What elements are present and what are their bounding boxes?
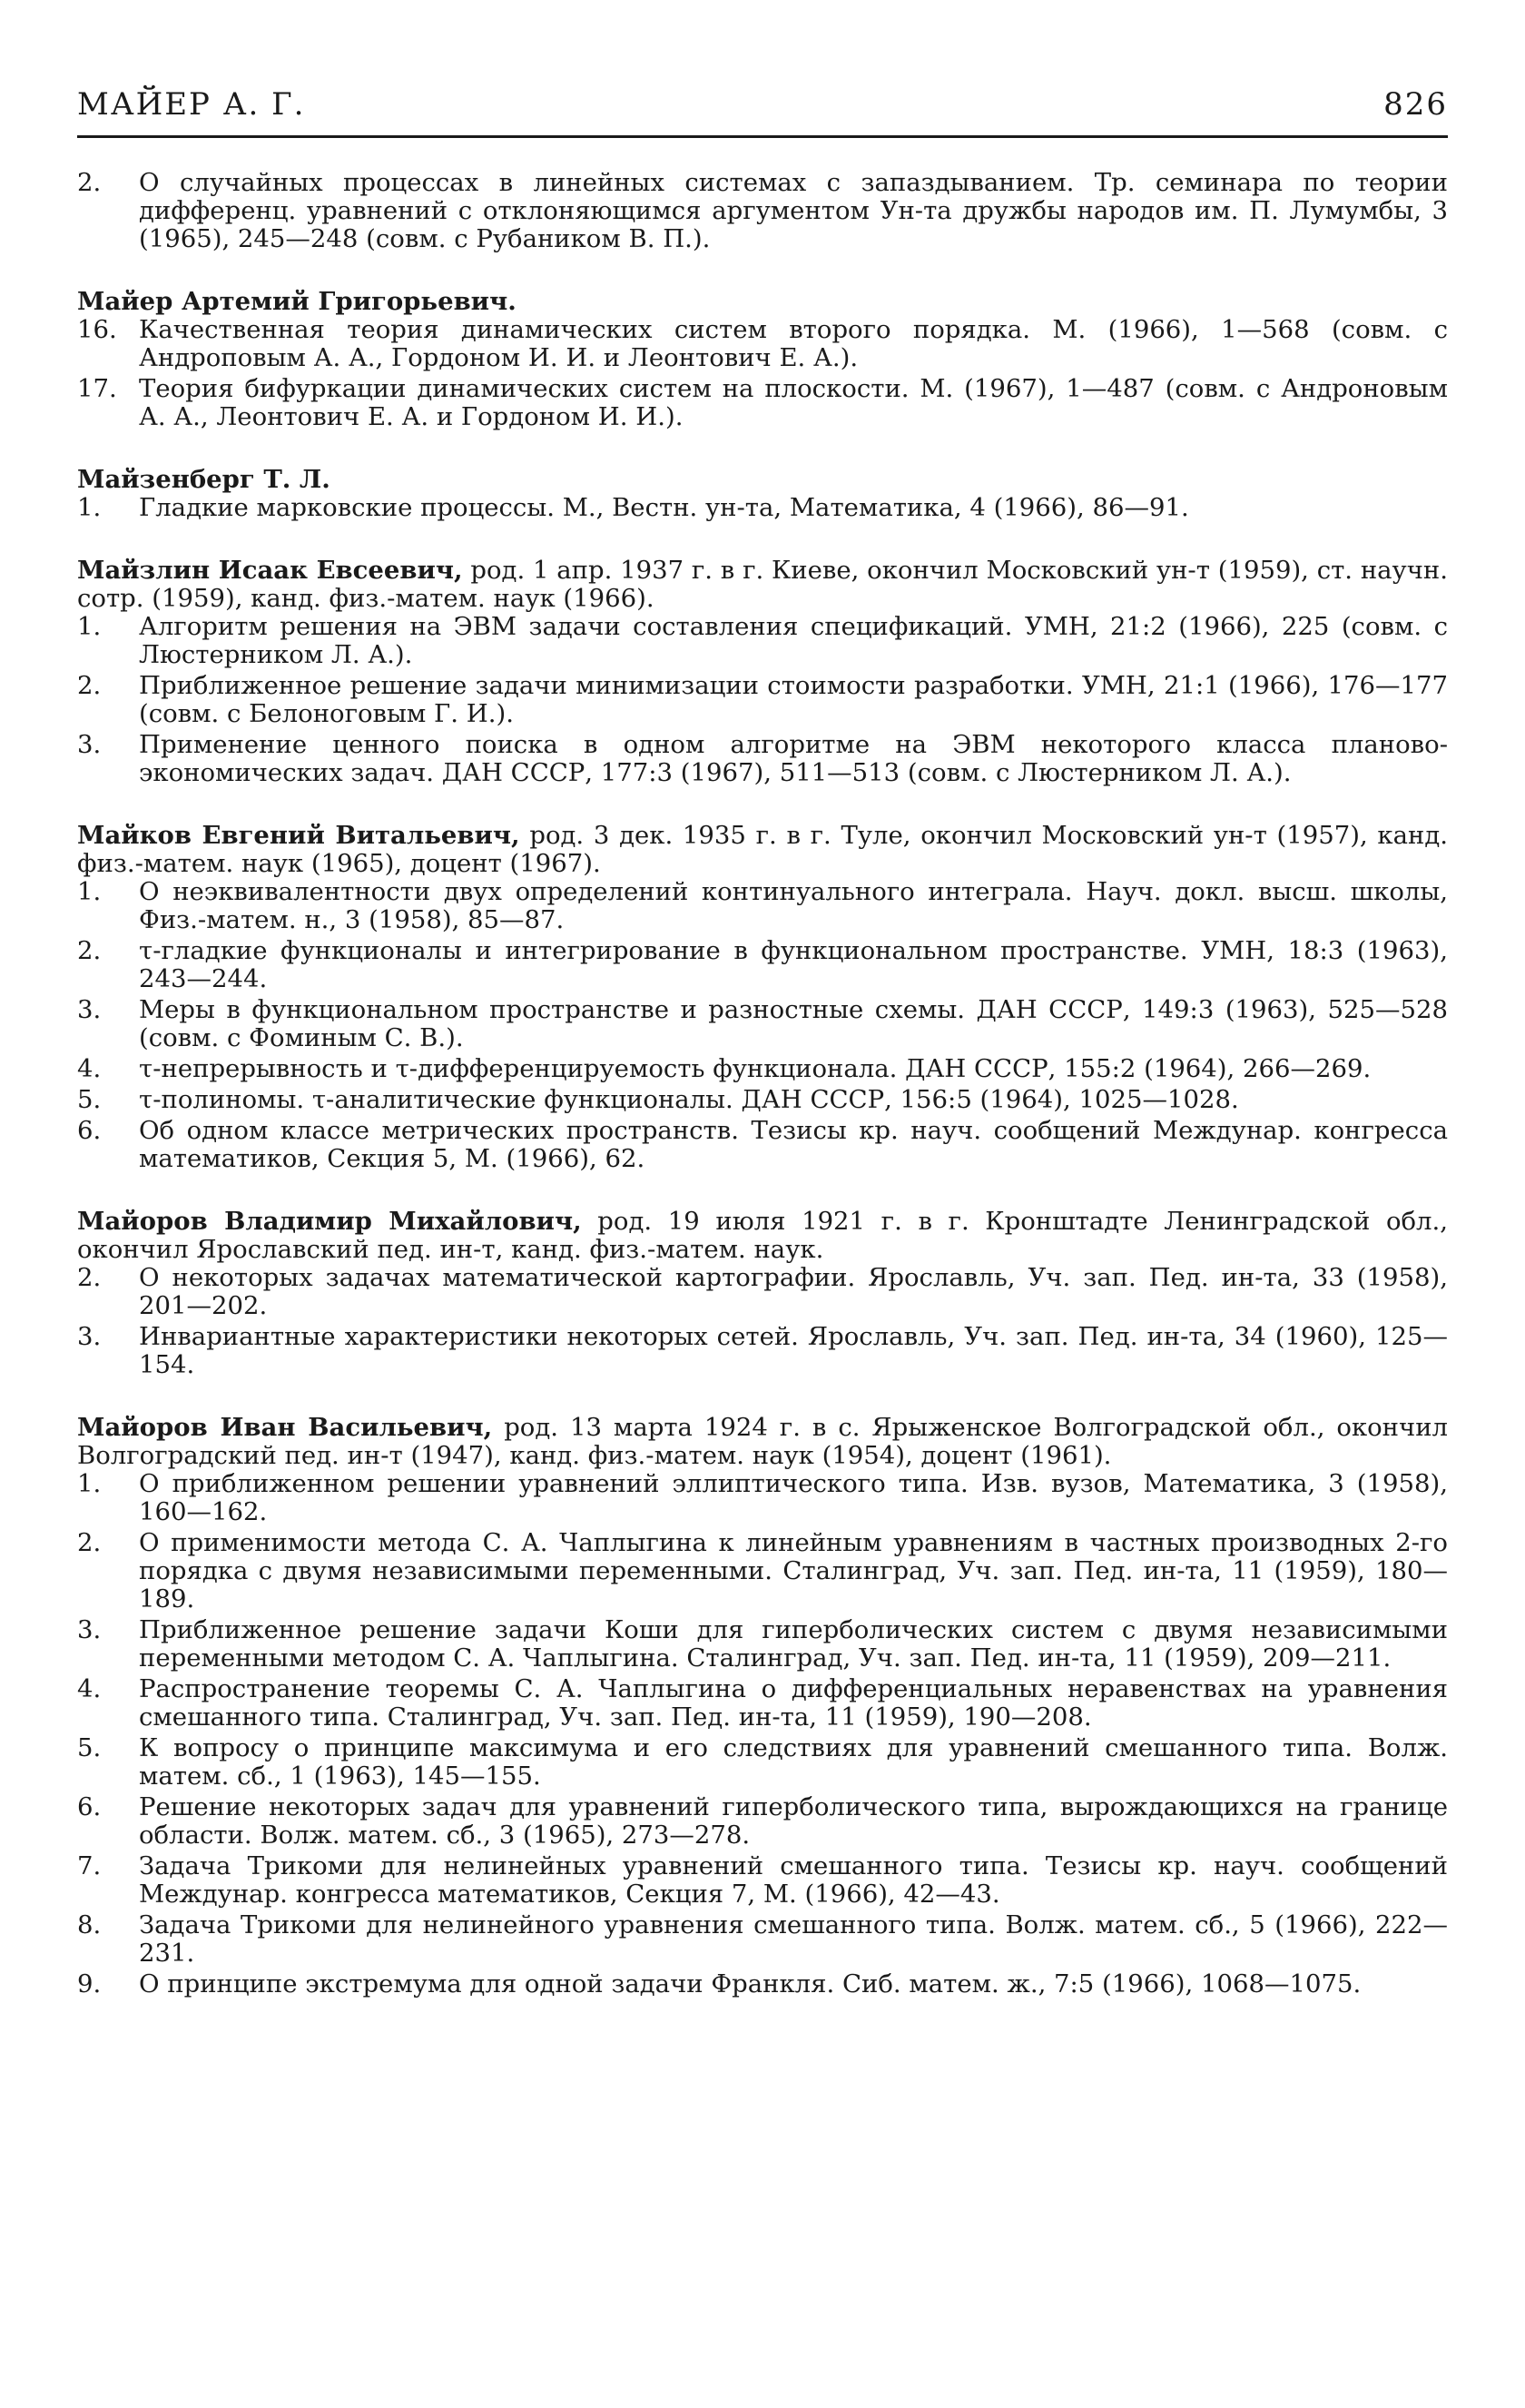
work-text: Задача Трикоми для нелинейных уравнений смешанного типа. Тезисы кр. науч. сообщений Междунар. конгресса математиков, Секция 7, М. (1966), 42—43. bbox=[139, 1851, 1448, 1909]
author-bio: род. 13 марта 1924 г. в с. Ярыженское Волгоградской обл., окончил Волгоградский пед. ин-т (1947), канд. физ.-матем. наук (1954), доцент (1961). bbox=[77, 1413, 1448, 1470]
work-number: 17. bbox=[77, 374, 117, 403]
author-heading bbox=[77, 1414, 1448, 1470]
work-number: 6. bbox=[77, 1116, 102, 1145]
work-number: 3. bbox=[77, 995, 102, 1024]
author-entry bbox=[77, 822, 1448, 1173]
work-text: Решение некоторых задач для уравнений гиперболического типа, вырождающихся на границе области. Волж. матем. сб., 3 (1965), 273—278. bbox=[139, 1792, 1448, 1850]
work-text: Об одном классе метрических пространств. Тезисы кр. науч. сообщений Междунар. конгресса математиков, Секция 5, М. (1966), 62. bbox=[139, 1116, 1448, 1173]
author-entry bbox=[77, 1414, 1448, 1998]
work-item bbox=[77, 169, 1448, 253]
running-head-author: МАЙЕР А. Г. bbox=[77, 86, 306, 123]
work-number: 4. bbox=[77, 1674, 102, 1703]
author-heading bbox=[77, 1208, 1448, 1264]
work-item bbox=[77, 1117, 1448, 1173]
work-text: О принципе экстремума для одной задачи Франкля. Сиб. матем. ж., 7:5 (1966), 1068—1075. bbox=[139, 1969, 1362, 1998]
work-item bbox=[77, 937, 1448, 993]
work-item bbox=[77, 996, 1448, 1052]
continuation-entry bbox=[77, 169, 1448, 253]
work-text: О некоторых задачах математической картографии. Ярославль, Уч. зап. Пед. ин-та, 33 (1958), 201—202. bbox=[139, 1263, 1448, 1320]
work-number: 2. bbox=[77, 1528, 102, 1557]
work-text: О случайных процессах в линейных системах с запаздыванием. Тр. семинара по теории дифференц. уравнений с отклоняющимся аргументом Ун-та дружбы народов им. П. Лумумбы, 3 (1965), 245—248 (совм. с Рубаником В. П.). bbox=[139, 168, 1448, 253]
work-number: 6. bbox=[77, 1792, 102, 1821]
work-item bbox=[77, 316, 1448, 372]
work-item bbox=[77, 1086, 1448, 1114]
author-name: Майзенберг Т. Л. bbox=[77, 465, 330, 494]
page-number: 826 bbox=[1383, 86, 1448, 123]
work-item bbox=[77, 1734, 1448, 1791]
work-text: Инвариантные характеристики некоторых сетей. Ярославль, Уч. зап. Пед. ин-та, 34 (1960), 125—154. bbox=[139, 1322, 1448, 1379]
work-number: 3. bbox=[77, 1615, 102, 1644]
author-entry bbox=[77, 466, 1448, 522]
work-text: К вопросу о принципе максимума и его следствиях для уравнений смешанного типа. Волж. матем. сб., 1 (1963), 145—155. bbox=[139, 1733, 1448, 1791]
work-item bbox=[77, 1470, 1448, 1526]
work-number: 3. bbox=[77, 1322, 102, 1351]
work-item bbox=[77, 1323, 1448, 1379]
work-item bbox=[77, 494, 1448, 522]
author-bio: род. 3 дек. 1935 г. в г. Туле, окончил Московский ун-т (1957), канд. физ.-матем. наук (1965), доцент (1967). bbox=[77, 821, 1448, 878]
work-number: 2. bbox=[77, 1263, 102, 1292]
author-entry bbox=[77, 288, 1448, 431]
work-number: 1. bbox=[77, 612, 102, 641]
work-item bbox=[77, 1529, 1448, 1614]
author-name: Майзлин Исаак Евсеевич, bbox=[77, 556, 463, 585]
author-name: Майоров Иван Васильевич, bbox=[77, 1413, 493, 1442]
page bbox=[77, 86, 1448, 2033]
author-bio: род. 19 июля 1921 г. в г. Кронштадте Ленинградской обл., окончил Ярославский пед. ин-т, канд. физ.-матем. наук. bbox=[77, 1207, 1449, 1264]
work-text: τ-непрерывность и τ-дифференцируемость функционала. ДАН СССР, 155:2 (1964), 266—269. bbox=[139, 1054, 1372, 1083]
work-item bbox=[77, 1793, 1448, 1850]
author-entries bbox=[77, 288, 1448, 1998]
bibliography-content bbox=[77, 169, 1448, 1998]
work-number: 2. bbox=[77, 168, 102, 197]
work-number: 16. bbox=[77, 315, 117, 344]
work-text: Качественная теория динамических систем второго порядка. М. (1966), 1—568 (совм. с Андроповым А. А., Гордоном И. И. и Леонтович Е. А.). bbox=[139, 315, 1448, 372]
work-number: 2. bbox=[77, 936, 102, 965]
work-item bbox=[77, 1055, 1448, 1083]
author-entry bbox=[77, 557, 1448, 787]
work-text: Приближенное решение задачи минимизации стоимости разработки. УМН, 21:1 (1966), 176—177 (совм. с Белоноговым Г. И.). bbox=[139, 671, 1448, 728]
work-item bbox=[77, 878, 1448, 934]
work-number: 3. bbox=[77, 730, 102, 759]
work-item bbox=[77, 731, 1448, 787]
work-text: Алгоритм решения на ЭВМ задачи составления спецификаций. УМН, 21:2 (1966), 225 (совм. с Люстерником Л. А.). bbox=[139, 612, 1448, 669]
work-text: О неэквивалентности двух определений континуального интеграла. Науч. докл. высш. школы, Физ.-матем. н., 3 (1958), 85—87. bbox=[139, 877, 1448, 934]
work-item bbox=[77, 1616, 1448, 1673]
work-number: 7. bbox=[77, 1851, 102, 1880]
work-item bbox=[77, 1264, 1448, 1320]
work-text: Меры в функциональном пространстве и разностные схемы. ДАН СССР, 149:3 (1963), 525—528 (совм. с Фоминым С. В.). bbox=[139, 995, 1448, 1052]
author-name: Майоров Владимир Михайлович, bbox=[77, 1207, 582, 1236]
work-number: 5. bbox=[77, 1733, 102, 1762]
work-number: 8. bbox=[77, 1910, 102, 1939]
author-name: Майер Артемий Григорьевич. bbox=[77, 287, 517, 316]
work-number: 5. bbox=[77, 1085, 102, 1114]
work-text: Теория бифуркации динамических систем на плоскости. М. (1967), 1—487 (совм. с Андроновым А. А., Леонтович Е. А. и Гордоном И. И.). bbox=[139, 374, 1448, 431]
work-text: τ-гладкие функционалы и интегрирование в функциональном пространстве. УМН, 18:3 (1963), 243—244. bbox=[139, 936, 1448, 993]
work-text: Приближенное решение задачи Коши для гиперболических систем с двумя независимыми переменными методом С. А. Чаплыгина. Сталинград, Уч. зап. Пед. ин-та, 11 (1959), 209—211. bbox=[139, 1615, 1448, 1673]
work-number: 4. bbox=[77, 1054, 102, 1083]
work-item bbox=[77, 1852, 1448, 1909]
work-item bbox=[77, 613, 1448, 669]
work-number: 1. bbox=[77, 1469, 102, 1498]
work-number: 1. bbox=[77, 493, 102, 522]
author-bio: род. 1 апр. 1937 г. в г. Киеве, окончил Московский ун-т (1959), ст. научн. сотр. (1959), канд. физ.-матем. наук (1966). bbox=[77, 556, 1448, 613]
work-text: Распространение теоремы С. А. Чаплыгина о дифференциальных неравенствах на уравнения смешанного типа. Сталинград, Уч. зап. Пед. ин-та, 11 (1959), 190—208. bbox=[139, 1674, 1448, 1732]
author-entry bbox=[77, 1208, 1448, 1379]
work-text: Гладкие марковские процессы. М., Вестн. ун-та, Математика, 4 (1966), 86—91. bbox=[139, 493, 1189, 522]
work-text: Применение ценного поиска в одном алгоритме на ЭВМ некоторого класса планово-экономических задач. ДАН СССР, 177:3 (1967), 511—513 (совм. с Люстерником Л. А.). bbox=[139, 730, 1448, 787]
work-item bbox=[77, 1911, 1448, 1968]
page-header bbox=[77, 86, 1448, 138]
work-text: Задача Трикоми для нелинейного уравнения смешанного типа. Волж. матем. сб., 5 (1966), 222—231. bbox=[139, 1910, 1448, 1968]
work-item bbox=[77, 672, 1448, 728]
author-heading bbox=[77, 557, 1448, 613]
author-heading bbox=[77, 822, 1448, 878]
work-text: О применимости метода С. А. Чаплыгина к линейным уравнениям в частных производных 2-го порядка с двумя независимыми переменными. Сталинград, Уч. зап. Пед. ин-та, 11 (1959), 180—189. bbox=[139, 1528, 1448, 1614]
work-number: 1. bbox=[77, 877, 102, 906]
author-name: Майков Евгений Витальевич, bbox=[77, 821, 520, 850]
author-heading bbox=[77, 288, 1448, 316]
work-number: 9. bbox=[77, 1969, 102, 1998]
work-text: О приближенном решении уравнений эллиптического типа. Изв. вузов, Математика, 3 (1958), 160—162. bbox=[139, 1469, 1448, 1526]
author-heading bbox=[77, 466, 1448, 494]
work-item bbox=[77, 375, 1448, 431]
work-text: τ-полиномы. τ-аналитические функционалы. ДАН СССР, 156:5 (1964), 1025—1028. bbox=[139, 1085, 1239, 1114]
work-number: 2. bbox=[77, 671, 102, 700]
work-item bbox=[77, 1970, 1448, 1998]
work-item bbox=[77, 1675, 1448, 1732]
